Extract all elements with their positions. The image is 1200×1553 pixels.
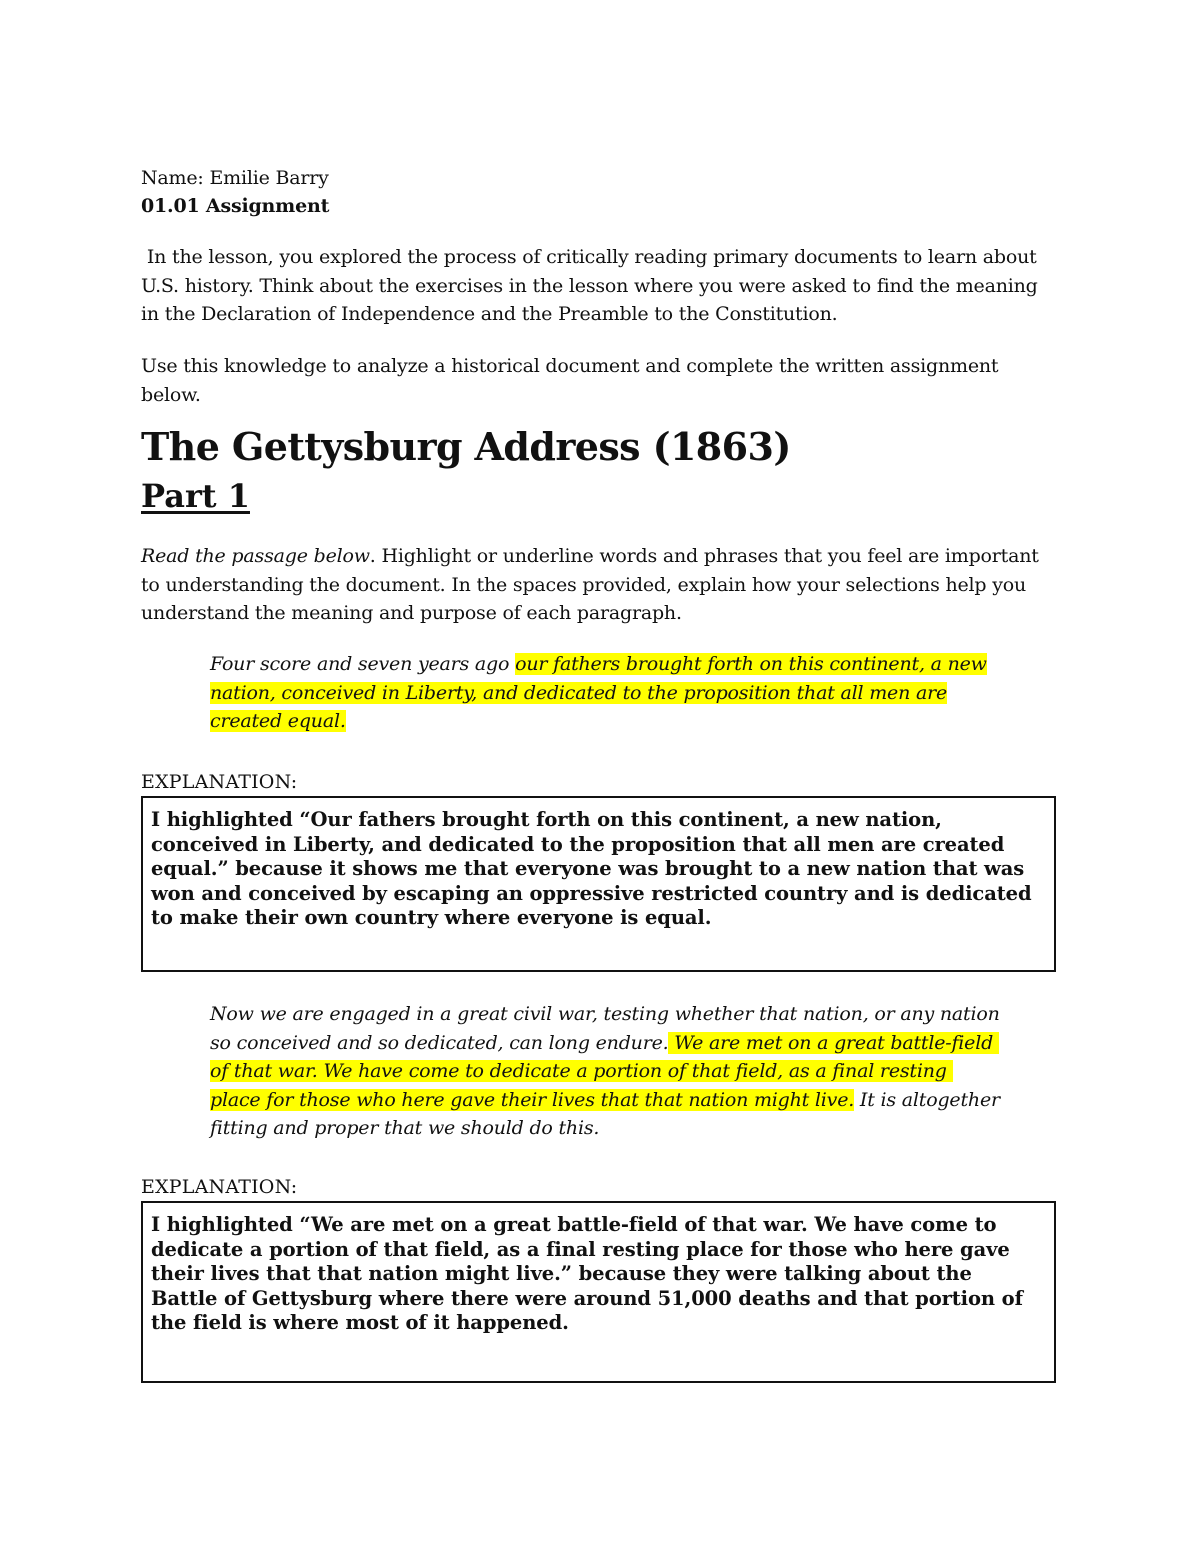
part-heading: Part 1 — [141, 477, 250, 515]
explanation-label-2: EXPLANATION: — [141, 1176, 298, 1198]
passage-2-before: Now we are engaged in a great civil war, testing whether that nation, or any nation so conceived and so dedicated, can long endure. — [210, 1003, 1000, 1054]
instructions-rest: . Highlight or underline words and phrases that you feel are important to understanding the document. In the spaces provided, explain how your selections help you understand the meaning and purpose of each paragraph. — [141, 545, 1039, 624]
intro-text-2: Use this knowledge to analyze a historical document and complete the written assignment below. — [141, 355, 999, 406]
student-name: Name: Emilie Barry — [141, 167, 329, 189]
document-title: The Gettysburg Address (1863) — [141, 424, 791, 469]
passage-1-highlight: our fathers brought forth on this continent, a new nation, conceived in Liberty, and dedicated to the proposition that all men are created equal. — [210, 653, 987, 732]
explanation-label-1: EXPLANATION: — [141, 771, 298, 793]
explanation-box-1[interactable] — [141, 796, 1056, 972]
instructions-lead: Read the passage below — [141, 545, 370, 567]
intro-paragraph — [141, 243, 1061, 329]
explanation-text-1: I highlighted “Our fathers brought forth on this continent, a new nation, conceived in Liberty, and dedicated to the proposition that all men are created equal.” because it shows me that everyone was brought to a new nation that was won and conceived by escaping an oppressive restricted country and is dedicated to make their own country where everyone is equal. — [151, 808, 1032, 929]
passage-2-highlight: We are met on a great battle-field of that war. We have come to dedicate a portion of that field, as a final resting place for those who here gave their lives that that nation might live. — [210, 1031, 999, 1111]
passage-2-after: It is altogether fitting and proper that we should do this. — [210, 1088, 1006, 1139]
explanation-box-2[interactable] — [141, 1201, 1056, 1383]
passage-1 — [210, 650, 990, 736]
passage-2 — [210, 1000, 1006, 1143]
intro-text-1: In the lesson, you explored the process of critically reading primary documents to learn about U.S. history. Think about the exercises in the lesson where you were asked to find the meaning in the Declaration of Independence and the Preamble to the Constitution. — [141, 246, 1044, 325]
explanation-text-2: I highlighted “We are met on a great battle-field of that war. We have come to dedicate a portion of that field, as a final resting place for those who here gave their lives that that nation might live.” because they were talking about the Battle of Gettysburg where there were around 51,000 deaths and that portion of the field is where most of it happened. — [151, 1213, 1023, 1334]
instructions-paragraph — [141, 542, 1061, 628]
intro-paragraph-2 — [141, 352, 1061, 409]
assignment-number: 01.01 Assignment — [141, 195, 330, 217]
passage-1-before: Four score and seven years ago — [210, 653, 516, 675]
